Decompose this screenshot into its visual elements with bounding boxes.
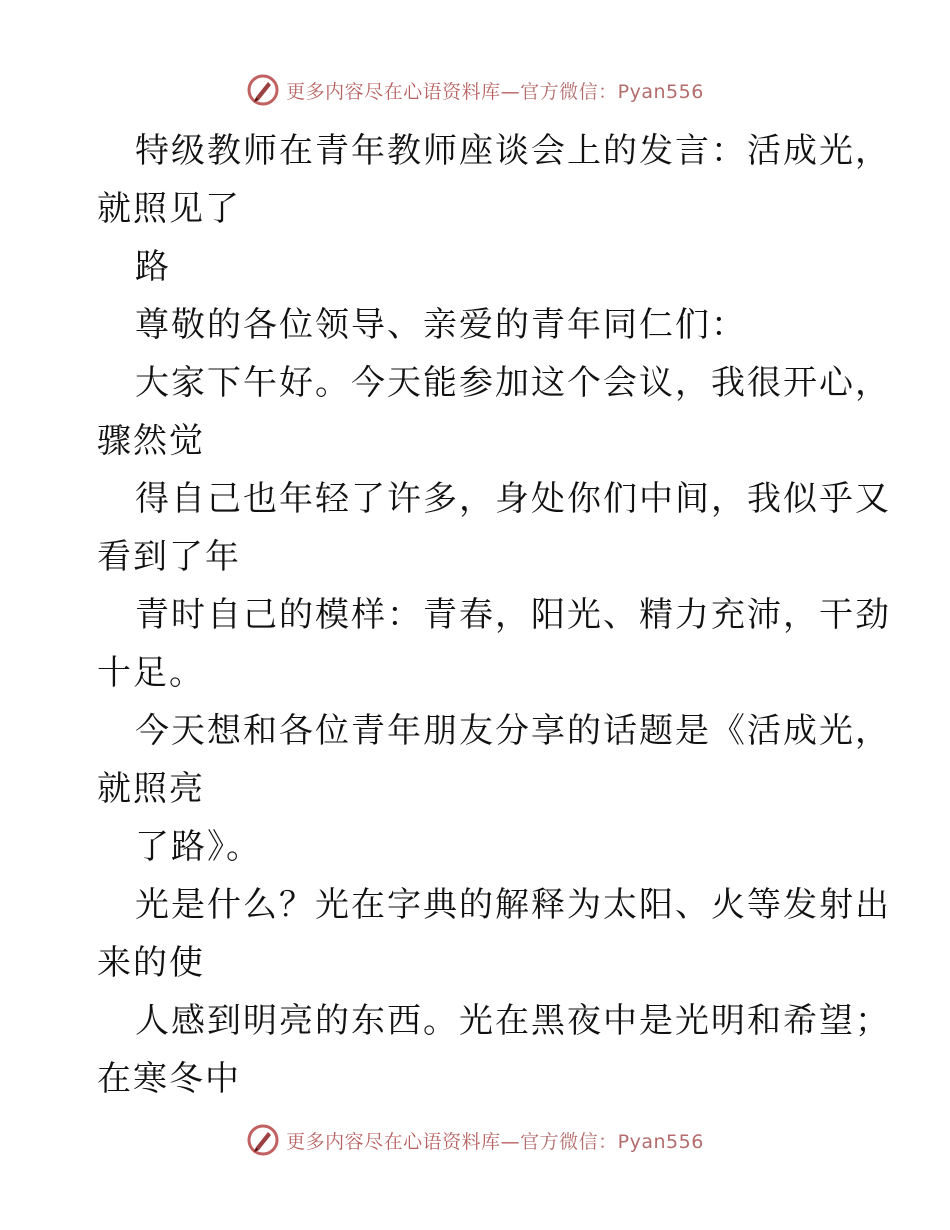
text-line: 看到了年 bbox=[97, 537, 241, 577]
text-line: 得自己也年轻了许多，身处你们中间，我似乎又 bbox=[135, 479, 891, 519]
text-line: 人感到明亮的东西。光在黑夜中是光明和希望； bbox=[135, 1001, 891, 1041]
text-line: 尊敬的各位领导、亲爱的青年同仁们： bbox=[135, 305, 747, 345]
text-line: 就照见了 bbox=[97, 189, 241, 229]
text-line: 十足。 bbox=[97, 653, 205, 693]
pen-logo-icon bbox=[246, 1123, 280, 1157]
text-line: 特级教师在青年教师座谈会上的发言：活成光， bbox=[135, 131, 891, 171]
text-line: 就照亮 bbox=[97, 769, 205, 809]
header-banner bbox=[0, 70, 950, 110]
text-line: 来的使 bbox=[97, 943, 205, 983]
document-body bbox=[97, 122, 891, 1108]
text-line: 大家下午好。今天能参加这个会议，我很开心， bbox=[135, 363, 891, 403]
header-brand-text: 更多内容尽在心语资料库—官方微信：Pyan556 bbox=[286, 80, 704, 103]
footer-banner bbox=[0, 1120, 950, 1160]
text-line: 今天想和各位青年朋友分享的话题是《活成光， bbox=[135, 711, 891, 751]
footer-brand-text: 更多内容尽在心语资料库—官方微信：Pyan556 bbox=[286, 1130, 704, 1153]
text-line: 了路》。 bbox=[135, 827, 262, 867]
text-line: 光是什么？光在字典的解释为太阳、火等发射出 bbox=[135, 885, 891, 925]
pen-logo-icon bbox=[246, 73, 280, 107]
text-line: 骤然觉 bbox=[97, 421, 205, 461]
text-line: 青时自己的模样：青春，阳光、精力充沛，干劲 bbox=[135, 595, 891, 635]
text-line: 在寒冬中 bbox=[97, 1059, 241, 1099]
text-line: 路 bbox=[135, 247, 171, 287]
